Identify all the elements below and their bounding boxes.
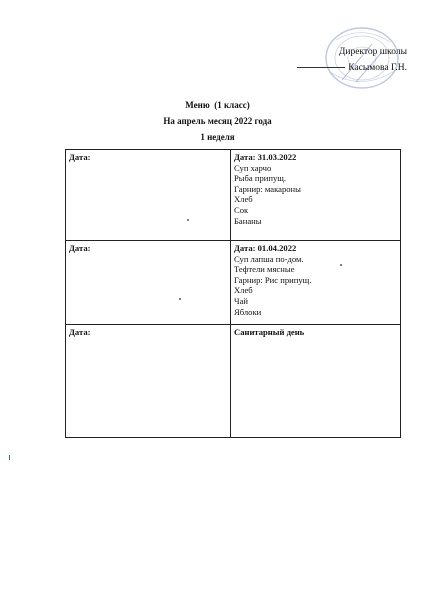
dish-item: Сок xyxy=(234,204,249,215)
date-label-cell: Дата: xyxy=(66,150,231,241)
scan-speck xyxy=(340,264,342,266)
sanitary-day-note: Санитарный день xyxy=(234,327,305,337)
menu-heading xyxy=(0,97,435,145)
menu-cell xyxy=(231,150,401,241)
dish-item: Рыба припущ. xyxy=(234,173,287,184)
menu-week: 1 неделя xyxy=(200,132,235,142)
table-row xyxy=(66,150,401,241)
dish-item: Яблоки xyxy=(234,306,262,317)
scan-speck xyxy=(187,219,189,221)
date-label-cell: Дата: xyxy=(66,325,231,438)
table-row xyxy=(66,241,401,325)
dish-item: Суп харчо xyxy=(234,162,272,173)
approval-block xyxy=(297,44,407,76)
dish-item: Чай xyxy=(234,295,248,306)
menu-subtitle: На апрель месяц 2022 года xyxy=(163,116,272,126)
date-label-cell: Дата: xyxy=(66,241,231,325)
dish-item: Хлеб xyxy=(234,194,253,205)
scan-mark xyxy=(9,455,10,460)
dish-item: Гарнир: макароны xyxy=(234,183,301,194)
director-name: Касымова Г.Н. xyxy=(348,63,407,73)
dish-item: Гарнир: Рис припущ. xyxy=(234,274,312,285)
menu-title: Меню (1 класс) xyxy=(185,100,250,110)
director-signature-line xyxy=(297,60,407,76)
menu-cell xyxy=(231,241,401,325)
director-title: Директор школы xyxy=(338,47,407,57)
scan-speck xyxy=(179,298,181,300)
dish-item: Хлеб xyxy=(234,285,253,296)
table-row xyxy=(66,325,401,438)
menu-cell xyxy=(231,325,401,438)
dish-item: Суп лапша по-дом. xyxy=(234,253,304,264)
signature-line xyxy=(297,67,345,68)
menu-date: Дата: 31.03.2022 xyxy=(234,152,297,162)
dish-item: Тефтели мясные xyxy=(234,264,295,275)
dish-item: Бананы xyxy=(234,215,262,226)
menu-date: Дата: 01.04.2022 xyxy=(234,243,297,253)
menu-table xyxy=(65,149,401,438)
